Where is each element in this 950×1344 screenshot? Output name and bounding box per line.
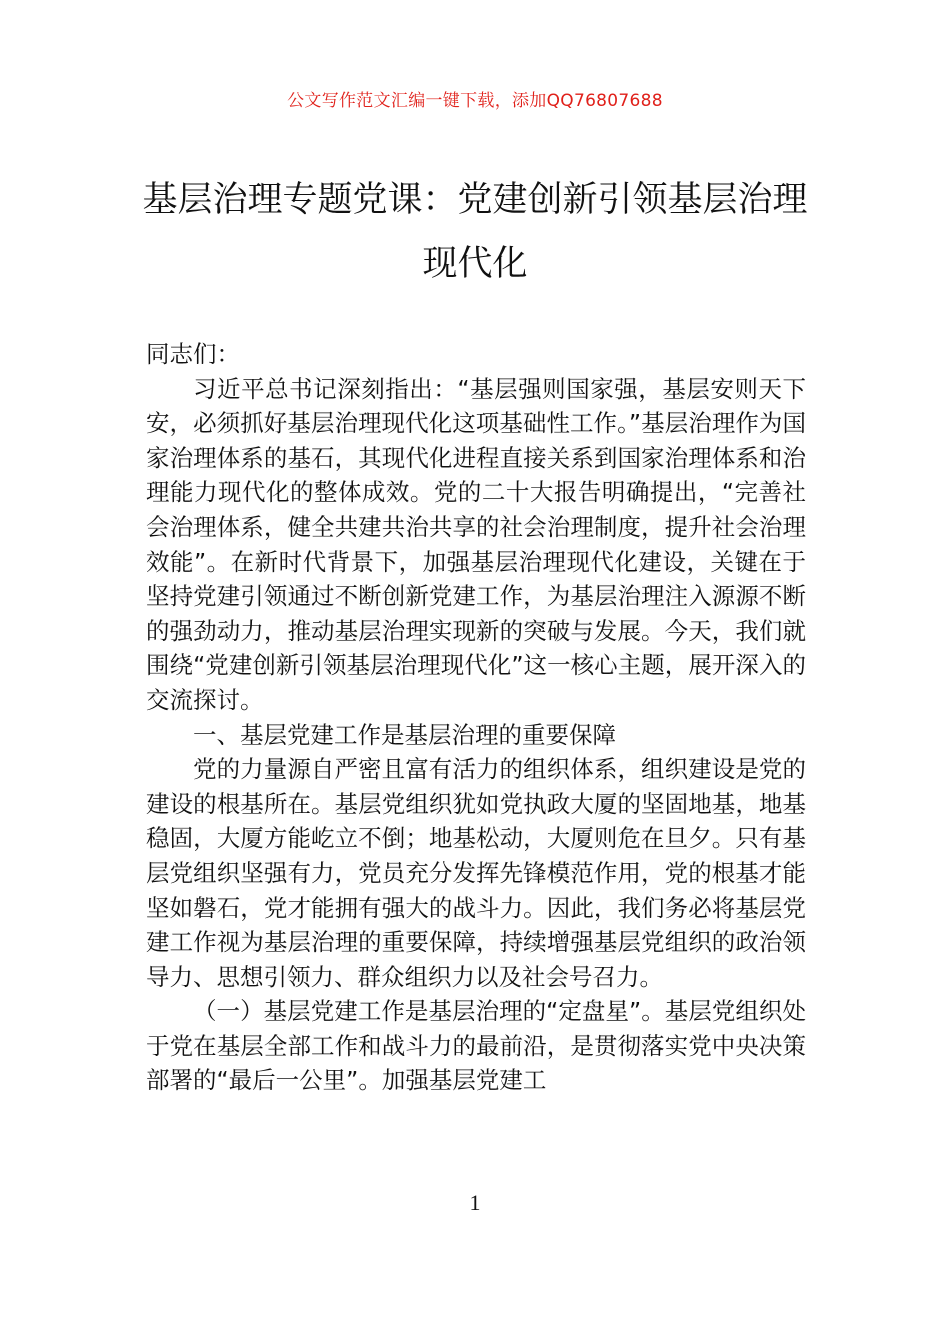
paragraph-intro: 习近平总书记深刻指出：“基层强则国家强，基层安则天下安，必须抓好基层治理现代化这项基础性工作。”基层治理作为国家治理体系的基石，其现代化进程直接关系到国家治理体系和治理能力现代化的整体成效。党的二十大报告明确提出，“完善社会治理体系，健全共建共治共享的社会治理制度，提升社会治理效能”。在新时代背景下，加强基层治理现代化建设，关键在于坚持党建引领通过不断创新党建工作，为基层治理注入源源不断的强劲动力，推动基层治理实现新的突破与发展。今天，我们就围绕“党建创新引领基层治理现代化”这一核心主题，展开深入的交流探讨。 [146,374,806,714]
document-body [146,337,806,1098]
download-banner: 公文写作范文汇编一键下载，添加QQ76807688 [287,91,663,111]
page-number: 1 [469,1190,481,1215]
section-heading: 一、基层党建工作是基层治理的重要保障 [193,720,616,749]
salutation: 同志们： [146,340,240,368]
document-title: 基层治理专题党课：党建创新引领基层治理现代化 [142,180,808,284]
paragraph-section-1: 党的力量源自严密且富有活力的组织体系，组织建设是党的建设的根基所在。基层党组织犹如党执政大厦的坚固地基，地基稳固，大厦方能屹立不倒；地基松动，大厦则危在旦夕。只有基层党组织坚强有力，党员充分发挥先锋模范作用，党的根基才能坚如磐石，党才能拥有强大的战斗力。因此，我们务必将基层党建工作视为基层治理的重要保障，持续增强基层党组织的政治领导力、思想引领力、群众组织力以及社会号召力。 [146,755,806,991]
paragraph-subsection-1: （一）基层党建工作是基层治理的“定盘星”。基层党组织处于党在基层全部工作和战斗力的最前沿，是贯彻落实党中央决策部署的“最后一公里”。加强基层党建工 [146,997,806,1095]
